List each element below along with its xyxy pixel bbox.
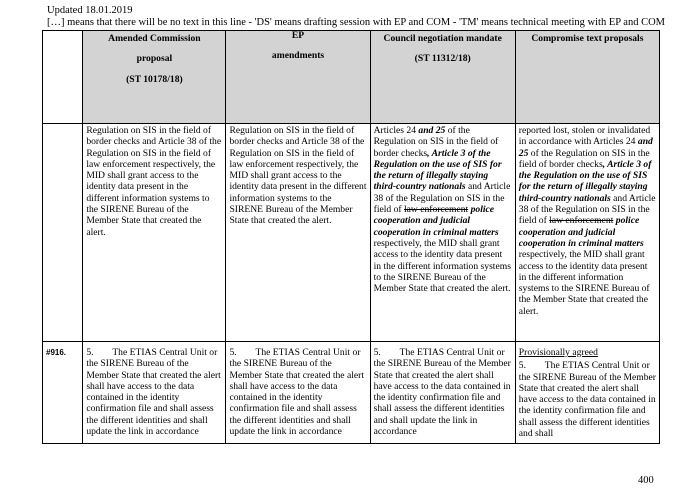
compromise-text-cell: reported lost, stolen or invalidated in accordance with Articles 24 and 25 of the Regulation on SIS in the field of border checks, Article 3 of the Regulation on the use of SIS for the return of illegally staying third-country nationals and Article 38 of the Regulation on SIS in the field of law enforcement police cooperation and judicial cooperation in criminal matters respectively, the MID shall grant access to the identity data present in the different information systems to the SIRENE Bureau of the Member State that created the alert. [515,124,659,342]
header-commission-sub: proposal [136,53,173,65]
row-id: #916. [43,342,83,444]
table-row [43,124,660,342]
header-council [370,31,515,124]
header-compromise [515,31,659,124]
commission-text-cell: Regulation on SIS in the field of border checks and Article 38 of the Regulation on SIS in the field of law enforcement respectively, the MID shall grant access to the identity data present in the different information systems to the SIRENE Bureau of the Member State that created the alert. [83,124,226,342]
commission-text-cell: 5. The ETIAS Central Unit or the SIRENE Bureau of the Member State that created the alert shall have access to the data contained in the identity confirmation file and shall assess the different identities and shall update the link in accordance [83,342,226,444]
negotiation-table [42,30,660,444]
header-commission [83,31,226,124]
page-number: 400 [638,475,654,486]
deleted-text: law enforcement [404,204,469,216]
row-id-cell [43,124,83,342]
header-council-title: Council negotiation mandate [383,33,502,44]
header-council-ref: (ST 11312/18) [414,53,471,65]
header-id-cell [43,31,83,124]
ep-text-cell: 5. The ETIAS Central Unit or the SIRENE Bureau of the Member State that created the alert shall have access to the data contained in the identity confirmation file and shall assess the different identities and shall update the link in accordance [226,342,370,444]
legend-text: […] means that there will be no text in this line - 'DS' means drafting session with EP and COM - 'TM' means technical meeting with EP and COM [47,17,666,28]
council-text-cell: 5. The ETIAS Central Unit or the SIRENE Bureau of the Member State that created the alert shall have access to the data contained in the identity confirmation file and shall assess the different identities and shall update the link in accordance [370,342,515,444]
header-ep [226,31,370,124]
ep-text-cell: Regulation on SIS in the field of border checks and Article 38 of the Regulation on SIS in the field of law enforcement respectively, the MID shall grant access to the identity data present in the different information systems to the SIRENE Bureau of the Member State that created the alert. [226,124,370,342]
updated-date: Updated 18.01.2019 [47,5,133,16]
header-compromise-title: Compromise text proposals [531,33,644,44]
header-commission-ref: (ST 10178/18) [126,73,183,85]
table-header-row [43,31,660,124]
header-ep-title: EP [291,30,305,41]
table-row [43,342,660,444]
deleted-text: law enforcement [549,215,614,227]
header-ep-sub: amendments [271,50,325,62]
header-commission-title: Amended Commission [108,33,201,44]
status-label: Provisionally agreed [518,347,598,358]
compromise-text-cell: Provisionally agreed 5. The ETIAS Central Unit or the SIRENE Bureau of the Member State that created the alert shall have access to the data contained in the identity confirmation file and shall assess the different identities and shall [515,342,659,444]
council-text-cell: Articles 24 and 25 of the Regulation on SIS in the field of border checks, Article 3 of the Regulation on the use of SIS for the return of illegally staying third-country nationals and Article 38 of the Regulation on SIS in the field of law enforcement police cooperation and judicial cooperation in criminal matters respectively, the MID shall grant access to the identity data present in the different information systems to the SIRENE Bureau of the Member State that created the alert. [370,124,515,342]
